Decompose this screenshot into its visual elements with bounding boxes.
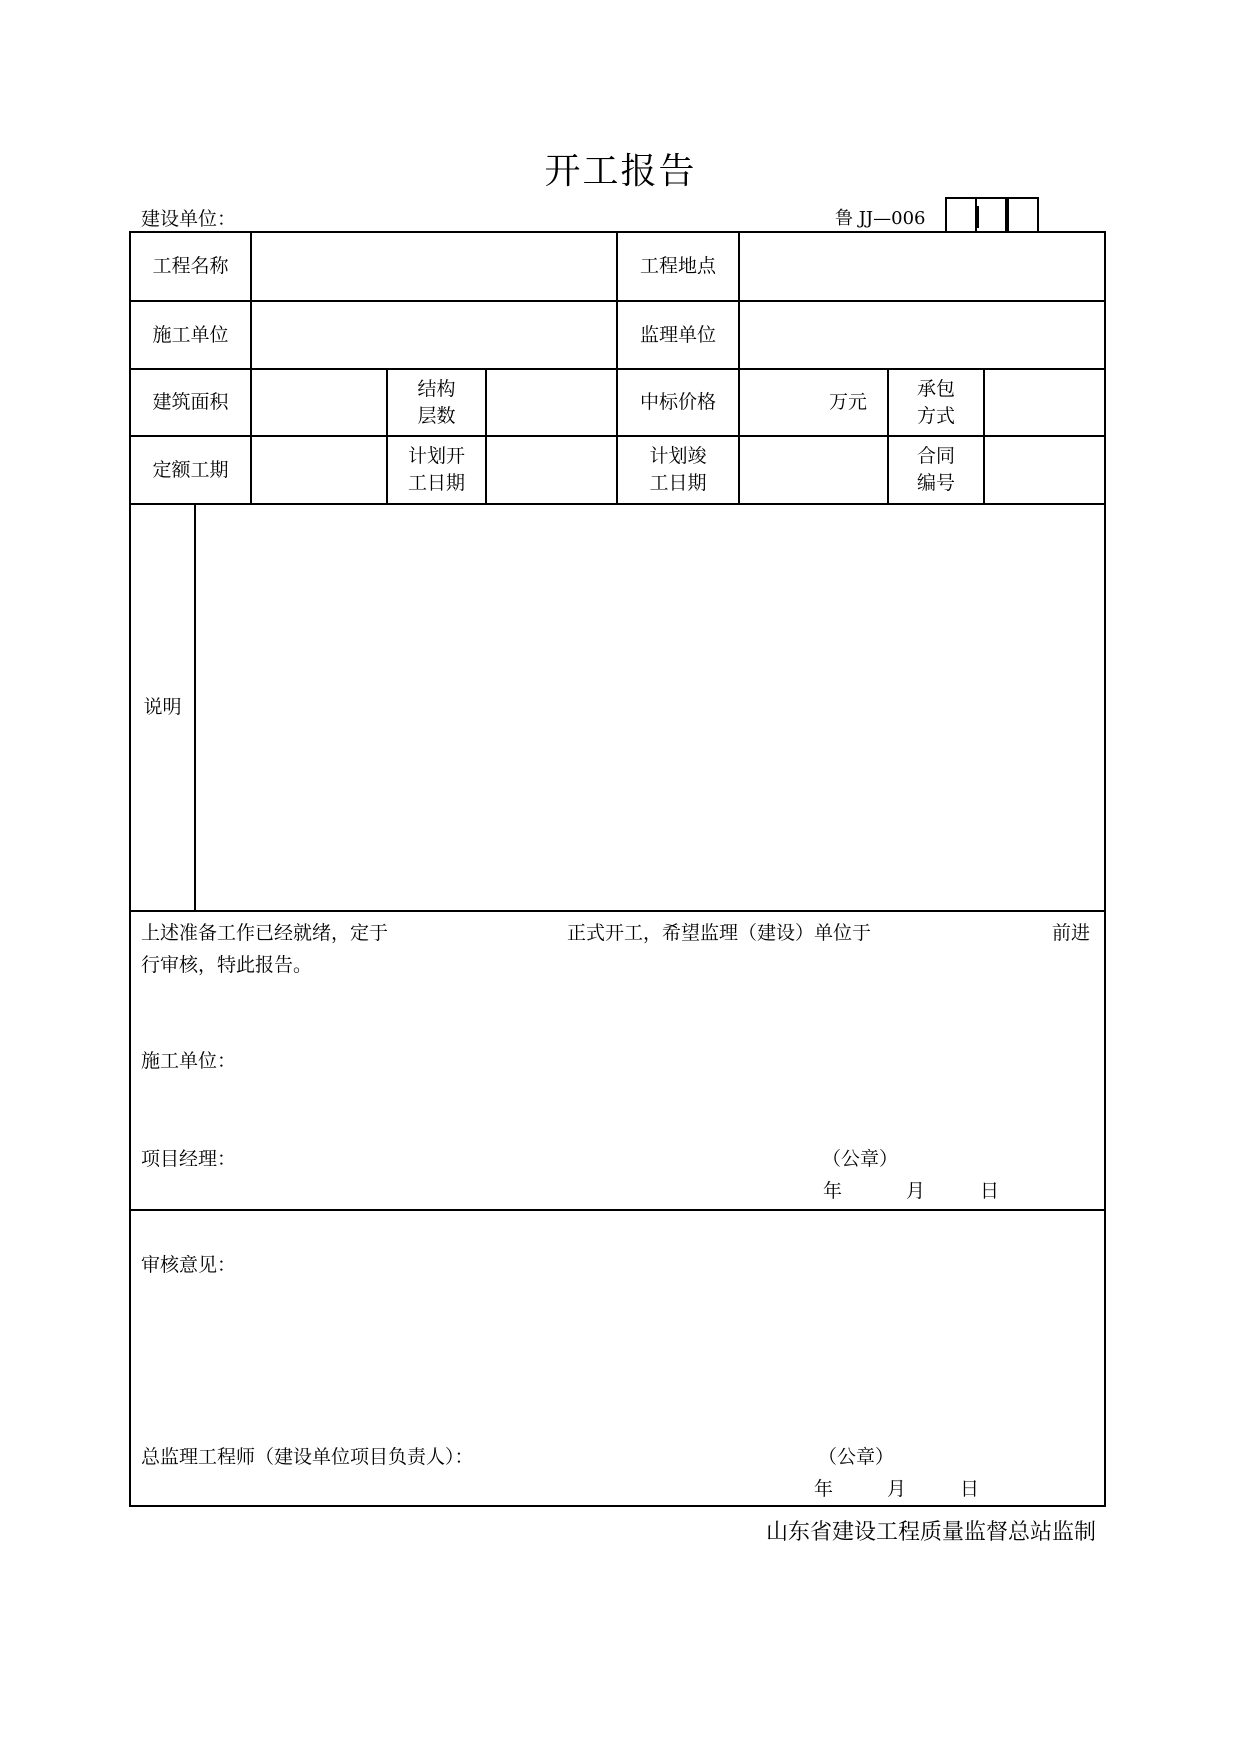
label-plan-start-line2: 工日期 (407, 472, 465, 494)
text-cursor (977, 206, 979, 228)
field-project-location[interactable] (740, 233, 1104, 300)
review-month: 月 (887, 1478, 907, 1500)
field-building-area[interactable] (252, 370, 386, 435)
label-project-location: 工程地点 (639, 255, 716, 277)
label-structure-floors (388, 370, 485, 435)
field-supervisor[interactable] (740, 302, 1104, 368)
review-opinion-label: 审核意见： (141, 1254, 237, 1276)
label-contractor: 施工单位 (152, 323, 229, 346)
field-contract-no[interactable] (985, 437, 1104, 503)
field-description[interactable] (196, 505, 1104, 910)
field-structure-floors[interactable] (487, 370, 616, 435)
field-quota-period[interactable] (252, 437, 386, 503)
field-plan-start[interactable] (487, 437, 616, 503)
label-contract-no-line2: 编号 (916, 472, 955, 494)
statement-part3: 前进 (1052, 922, 1091, 944)
label-quota-period: 定额工期 (152, 458, 229, 481)
statement-contractor-label: 施工单位： (141, 1050, 237, 1072)
label-plan-start (388, 437, 485, 503)
code-box-1[interactable] (945, 197, 977, 231)
review-chief-label: 总监理工程师（建设单位项目负责人）： (141, 1446, 474, 1468)
code-box-3[interactable] (1007, 197, 1039, 231)
label-plan-start-line1: 计划开 (407, 445, 465, 467)
statement-line2: 行审核，特此报告。 (141, 954, 313, 976)
page-title: 开工报告 (544, 151, 697, 192)
field-contractor[interactable] (252, 302, 616, 368)
code-box-2[interactable] (975, 197, 1007, 231)
label-structure-floors-line1: 结构 (417, 377, 456, 400)
price-unit: 万元 (828, 391, 867, 413)
table-right-border (1104, 231, 1106, 1507)
label-building-area: 建筑面积 (152, 391, 229, 413)
owner-label: 建设单位： (141, 208, 237, 230)
form-code: 鲁 JJ—006 (835, 208, 926, 229)
label-contract-mode-line1: 承包 (916, 377, 955, 400)
label-plan-finish (618, 437, 738, 503)
label-description: 说明 (143, 696, 182, 718)
row-divider (129, 910, 1106, 912)
statement-day: 日 (980, 1180, 1000, 1202)
label-contract-no-line1: 合同 (916, 445, 955, 467)
label-plan-finish-line2: 工日期 (649, 472, 707, 494)
field-project-name[interactable] (252, 233, 616, 300)
label-project-name: 工程名称 (152, 255, 229, 277)
statement-manager-label: 项目经理： (141, 1148, 237, 1170)
field-plan-finish[interactable] (740, 437, 887, 503)
label-contract-mode (889, 370, 983, 435)
label-bid-price: 中标价格 (639, 391, 716, 413)
label-supervisor: 监理单位 (639, 323, 716, 346)
row-divider (129, 1209, 1106, 1211)
statement-part1: 上述准备工作已经就绪，定于 (141, 922, 389, 944)
field-bid-price[interactable] (740, 370, 887, 435)
footer-issuer: 山东省建设工程质量监督总站监制 (766, 1520, 1097, 1545)
statement-seal: （公章） (822, 1148, 899, 1170)
review-day: 日 (960, 1478, 980, 1500)
statement-month: 月 (906, 1180, 926, 1202)
review-year: 年 (814, 1478, 834, 1500)
field-contract-mode[interactable] (985, 370, 1104, 435)
statement-year: 年 (823, 1180, 843, 1202)
label-contract-no (889, 437, 983, 503)
label-plan-finish-line1: 计划竣 (649, 445, 707, 467)
label-contract-mode-line2: 方式 (916, 404, 955, 427)
statement-part2: 正式开工，希望监理（建设）单位于 (567, 922, 872, 944)
table-bottom-border (129, 1505, 1106, 1507)
review-seal: （公章） (818, 1446, 895, 1468)
label-structure-floors-line2: 层数 (417, 404, 456, 427)
